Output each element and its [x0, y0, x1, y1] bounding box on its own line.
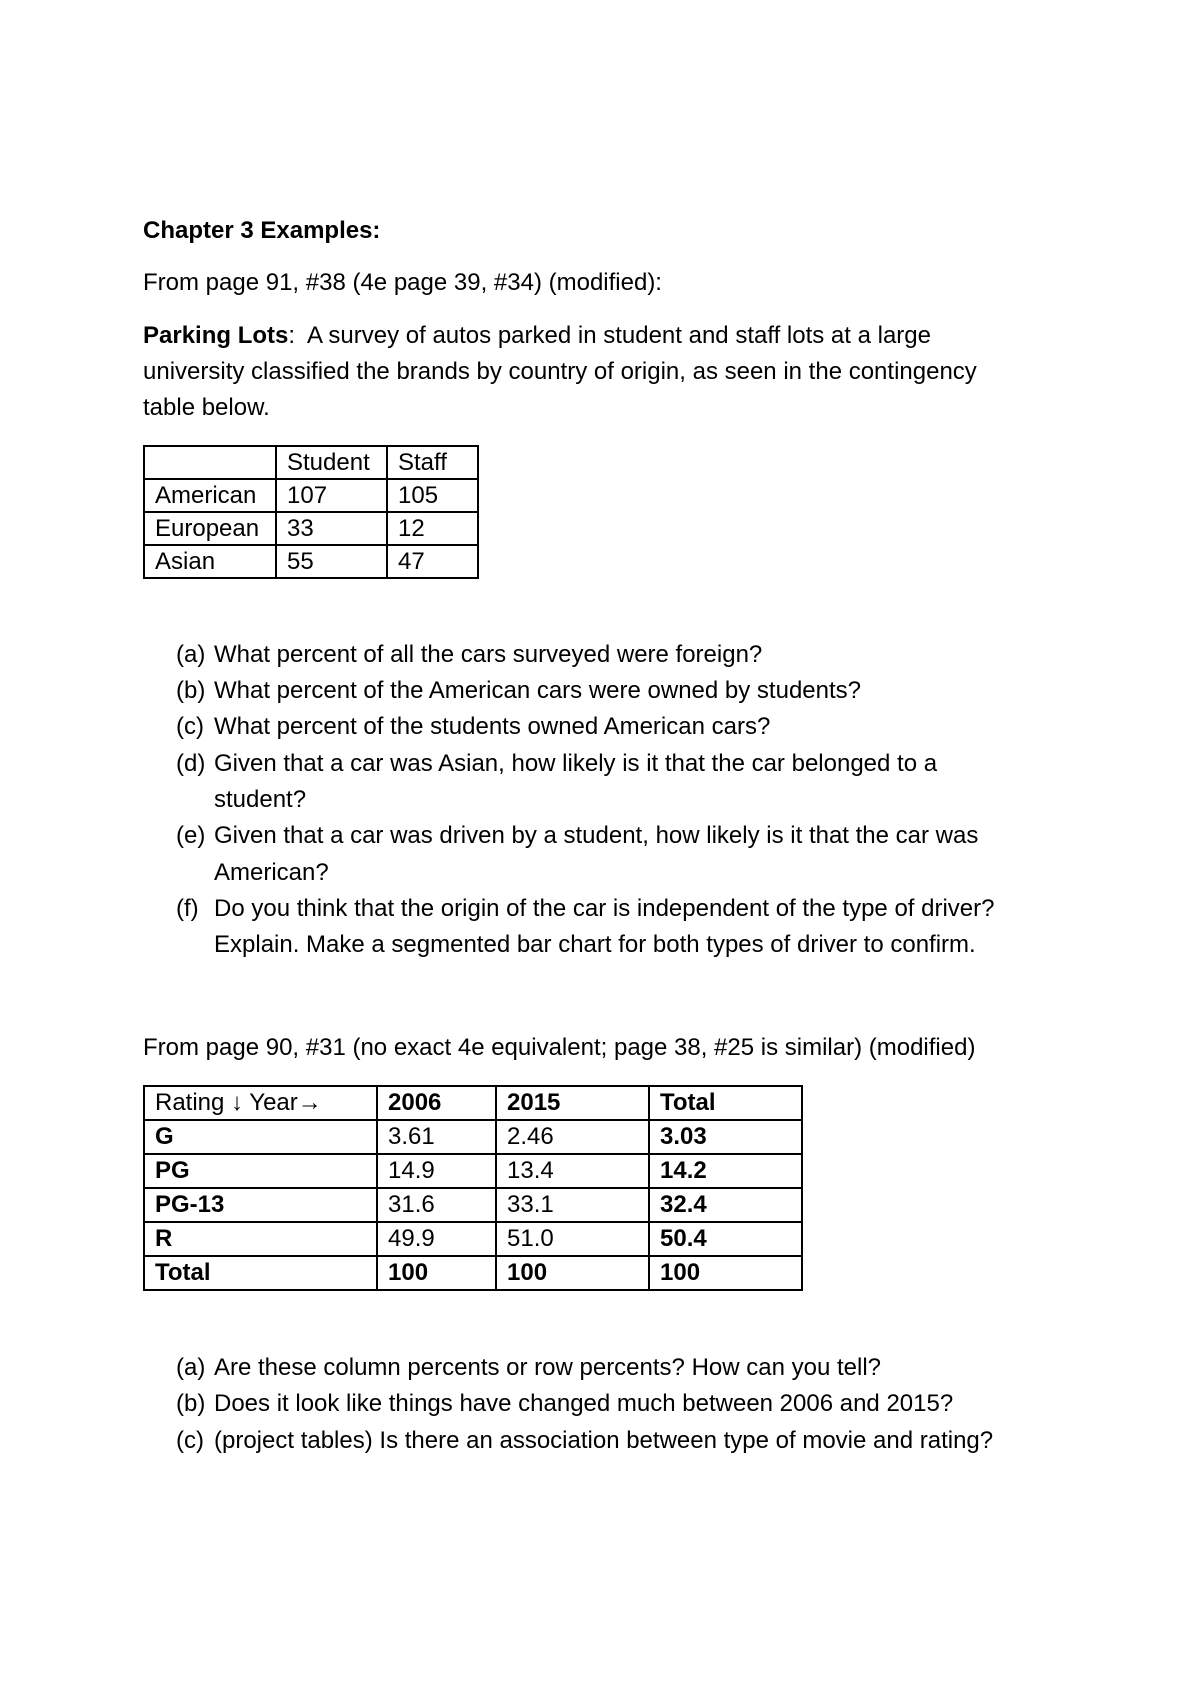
table-header-cell: Rating ↓ Year→ — [144, 1086, 377, 1120]
table-header-cell: 2015 — [496, 1086, 649, 1120]
example1-description-line3: table below. — [143, 394, 270, 421]
table-cell: PG-13 — [144, 1188, 377, 1222]
question-label: (d) — [176, 750, 206, 777]
example1-description-line1 — [143, 321, 931, 351]
question-item — [176, 1423, 993, 1459]
question-text: Do you think that the origin of the car is independent of the type of driver? — [214, 895, 995, 922]
question-text: Does it look like things have changed much between 2006 and 2015? — [214, 1390, 954, 1417]
table-cell: 100 — [496, 1256, 649, 1290]
table-header-cell: Staff — [387, 446, 478, 479]
table-cell: 2.46 — [496, 1120, 649, 1154]
question-item — [176, 1386, 953, 1422]
question-label: (c) — [176, 1427, 204, 1454]
table-header-row — [144, 446, 478, 479]
question-item — [176, 891, 994, 927]
example1-title: Parking Lots — [143, 322, 289, 349]
table-cell: 51.0 — [496, 1222, 649, 1256]
question-item — [176, 818, 978, 854]
question-label: (a) — [176, 1354, 206, 1381]
example1-description-line2: university classified the brands by country of origin, as seen in the contingency — [143, 358, 977, 385]
table-cell: 12 — [387, 512, 478, 545]
question-item — [176, 709, 770, 745]
example1-title-colon: : — [288, 322, 296, 349]
table-header-cell — [144, 446, 276, 479]
example1-desc-text1: A survey of autos parked in student and staff lots at a large — [307, 322, 931, 349]
table-cell: 55 — [276, 545, 387, 578]
question-text: What percent of the American cars were owned by students? — [214, 677, 862, 704]
table-cell: 3.03 — [649, 1120, 802, 1154]
table-row — [144, 1120, 802, 1154]
question-text: Given that a car was Asian, how likely is it that the car belonged to a — [214, 750, 938, 777]
table-cell: 50.4 — [649, 1222, 802, 1256]
question-continuation: Explain. Make a segmented bar chart for both types of driver to confirm. — [214, 931, 976, 958]
table-cell: Total — [144, 1256, 377, 1290]
table-cell: 3.61 — [377, 1120, 496, 1154]
table-cell: 33.1 — [496, 1188, 649, 1222]
question-text: What percent of the students owned American cars? — [214, 713, 771, 740]
table-cell: 47 — [387, 545, 478, 578]
example2-source: From page 90, #31 (no exact 4e equivalent; page 38, #25 is similar) (modified) — [143, 1034, 976, 1061]
question-item — [176, 673, 861, 709]
table-cell: 14.2 — [649, 1154, 802, 1188]
table-row — [144, 1188, 802, 1222]
table-cell: 31.6 — [377, 1188, 496, 1222]
question-label: (b) — [176, 677, 206, 704]
question-continuation: student? — [214, 786, 307, 813]
question-label: (b) — [176, 1390, 206, 1417]
table-header-cell: Total — [649, 1086, 802, 1120]
table-row — [144, 1222, 802, 1256]
table-cell: 32.4 — [649, 1188, 802, 1222]
table-cell: 100 — [649, 1256, 802, 1290]
table-row — [144, 479, 478, 512]
table-row — [144, 512, 478, 545]
table-header-cell: 2006 — [377, 1086, 496, 1120]
example1-source: From page 91, #38 (4e page 39, #34) (modified): — [143, 269, 662, 296]
table-cell: G — [144, 1120, 377, 1154]
question-label: (f) — [176, 895, 199, 922]
table-cell: 107 — [276, 479, 387, 512]
question-item — [176, 637, 762, 673]
table-row — [144, 545, 478, 578]
table-header-row — [144, 1086, 802, 1120]
table-cell: 100 — [377, 1256, 496, 1290]
question-text: (project tables) Is there an association between type of movie and rating? — [214, 1427, 994, 1454]
question-text: Given that a car was driven by a student, how likely is it that the car was — [214, 822, 979, 849]
table-row — [144, 1256, 802, 1290]
table-cell: 14.9 — [377, 1154, 496, 1188]
movie-rating-table — [143, 1085, 803, 1291]
question-label: (c) — [176, 713, 204, 740]
question-label: (a) — [176, 641, 206, 668]
parking-lots-table — [143, 445, 479, 579]
question-text: What percent of all the cars surveyed were foreign? — [214, 641, 763, 668]
table-cell: 49.9 — [377, 1222, 496, 1256]
table-cell: R — [144, 1222, 377, 1256]
table-cell: American — [144, 479, 276, 512]
question-text: Are these column percents or row percents? How can you tell? — [214, 1354, 881, 1381]
table-cell: European — [144, 512, 276, 545]
table-cell: Asian — [144, 545, 276, 578]
question-label: (e) — [176, 822, 206, 849]
question-continuation: American? — [214, 859, 329, 886]
table-header-cell: Student — [276, 446, 387, 479]
question-item — [176, 746, 937, 782]
table-cell: PG — [144, 1154, 377, 1188]
table-cell: 33 — [276, 512, 387, 545]
question-item — [176, 1350, 881, 1386]
table-cell: 105 — [387, 479, 478, 512]
table-cell: 13.4 — [496, 1154, 649, 1188]
table-row — [144, 1154, 802, 1188]
page-heading: Chapter 3 Examples: — [143, 217, 381, 244]
